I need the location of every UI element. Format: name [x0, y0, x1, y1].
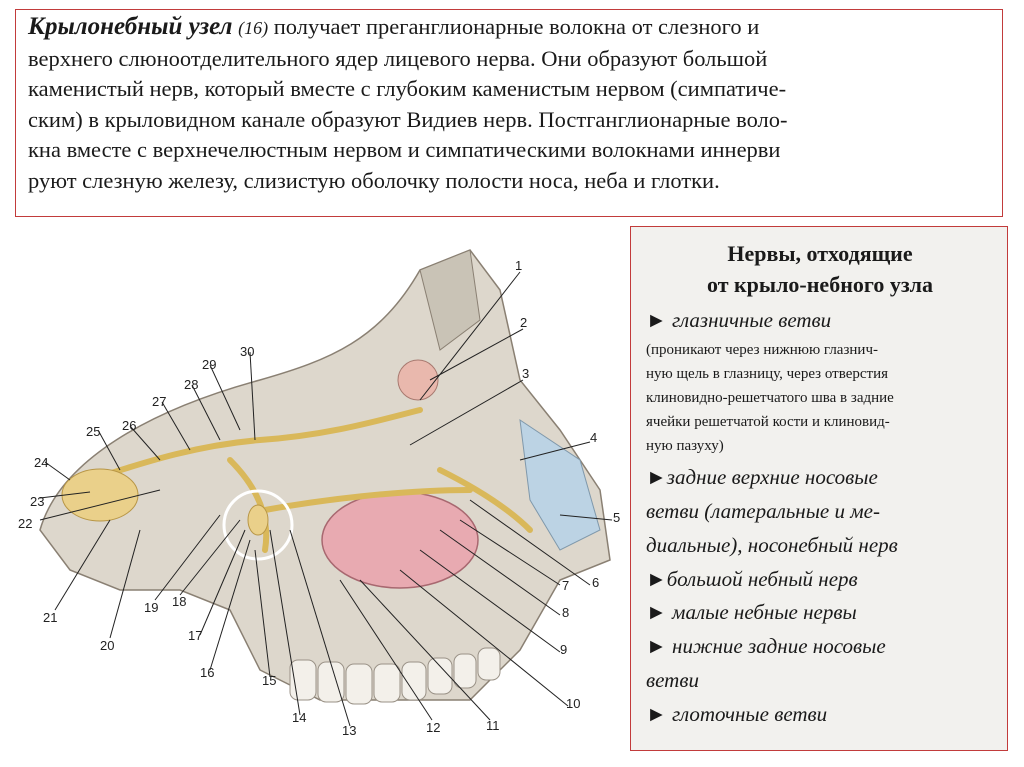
lacrimal-region	[398, 360, 438, 400]
item-pharyngeal	[646, 702, 827, 727]
description-line-6: руют слезную железу, слизистую оболочку полости носа, неба и глотки.	[28, 167, 720, 193]
arrow-icon: ►	[646, 634, 667, 658]
item-lesser-palatine	[646, 600, 857, 625]
figure-label: 13	[342, 723, 357, 738]
figure-label: 19	[144, 600, 159, 615]
figure-label: 20	[100, 638, 115, 653]
figure-label: 5	[613, 510, 621, 525]
description-line-2: верхнего слюноотделительного ядер лицевого нерва. Они образуют большой	[28, 45, 768, 71]
figure-label: 16	[200, 665, 215, 680]
description-line-4: ским) в крыловидном канале образуют Видиев нерв. Постганглионарные воло-	[28, 106, 788, 132]
item-inferior-line-1: нижние задние носовые	[666, 634, 886, 658]
item-lesser-palatine-text: малые небные нервы	[666, 600, 857, 624]
ganglion-ref-number: (16)	[238, 18, 269, 38]
description-text	[28, 12, 1003, 197]
arrow-icon: ►	[646, 308, 667, 332]
figure-label: 18	[172, 594, 187, 609]
anatomy-figure	[0, 230, 640, 760]
figure-label: 23	[30, 494, 45, 509]
item-inferior-line-2: ветви	[646, 668, 699, 692]
nerve-branches-panel	[630, 226, 1008, 751]
figure-label: 10	[566, 696, 581, 711]
description-line-5: кна вместе с верхнечелюстным нервом и симпатическими волокнами иннерви	[28, 137, 781, 163]
orbital-note-3: клиновидно-решетчатого шва в задние	[646, 390, 894, 406]
figure-label: 4	[590, 430, 598, 445]
arrow-icon: ►	[646, 465, 667, 489]
figure-label: 17	[188, 628, 203, 643]
item-greater-palatine	[646, 567, 858, 592]
panel-title-line-2: от крыло-небного узла	[706, 272, 933, 297]
figure-label: 3	[522, 366, 530, 381]
orbital-note-5: ную пазуху)	[646, 438, 724, 454]
item-pharyngeal-text: глоточные ветви	[666, 702, 828, 726]
orbital-note-1: (проникают через нижнюю глазнич-	[646, 342, 878, 358]
figure-label: 15	[262, 673, 277, 688]
item-posterior-line-1: задние верхние носовые	[666, 465, 878, 489]
figure-label: 11	[486, 718, 500, 733]
figure-label: 29	[202, 357, 217, 372]
item-greater-palatine-text: большой небный нерв	[666, 567, 858, 591]
figure-label: 28	[184, 377, 199, 392]
figure-label: 2	[520, 315, 528, 330]
figure-label: 12	[426, 720, 441, 735]
figure-label: 27	[152, 394, 167, 409]
arrow-icon: ►	[646, 702, 667, 726]
figure-label: 26	[122, 418, 137, 433]
item-inferior-nasal	[646, 634, 886, 659]
orbital-note-2: ную щель в глазницу, через отверстия	[646, 366, 889, 382]
description-line-1: получает преганглионарные волокна от слезного и	[273, 14, 760, 39]
trigeminal-ganglion	[62, 469, 138, 521]
figure-label: 7	[562, 578, 570, 593]
figure-label: 21	[43, 610, 58, 625]
figure-label: 14	[292, 710, 307, 725]
figure-label: 24	[34, 455, 49, 470]
description-line-3: каменистый нерв, который вместе с глубоким каменистым нервом (симпатиче-	[28, 76, 787, 102]
orbital-note-4: ячейки решетчатой кости и клиновид-	[646, 414, 890, 430]
pterygopalatine-ganglion	[248, 505, 268, 535]
figure-label: 25	[86, 424, 101, 439]
panel-title-line-1: Нервы, отходящие	[727, 241, 913, 266]
arrow-icon: ►	[646, 567, 667, 591]
figure-label: 1	[515, 258, 523, 273]
figure-label: 8	[562, 605, 570, 620]
item-posterior-line-3: диальные), носонебный нерв	[646, 533, 898, 557]
figure-label: 30	[240, 344, 255, 359]
item-orbital	[646, 308, 831, 333]
figure-label: 9	[560, 642, 568, 657]
item-posterior-nasal	[646, 465, 878, 490]
figure-label: 6	[592, 575, 600, 590]
item-posterior-line-2: ветви (латеральные и ме-	[646, 499, 880, 523]
figure-label: 22	[18, 516, 33, 531]
item-orbital-text: глазничные ветви	[666, 308, 832, 332]
ganglion-title: Крылонебный узел	[28, 13, 233, 40]
arrow-icon: ►	[646, 600, 667, 624]
